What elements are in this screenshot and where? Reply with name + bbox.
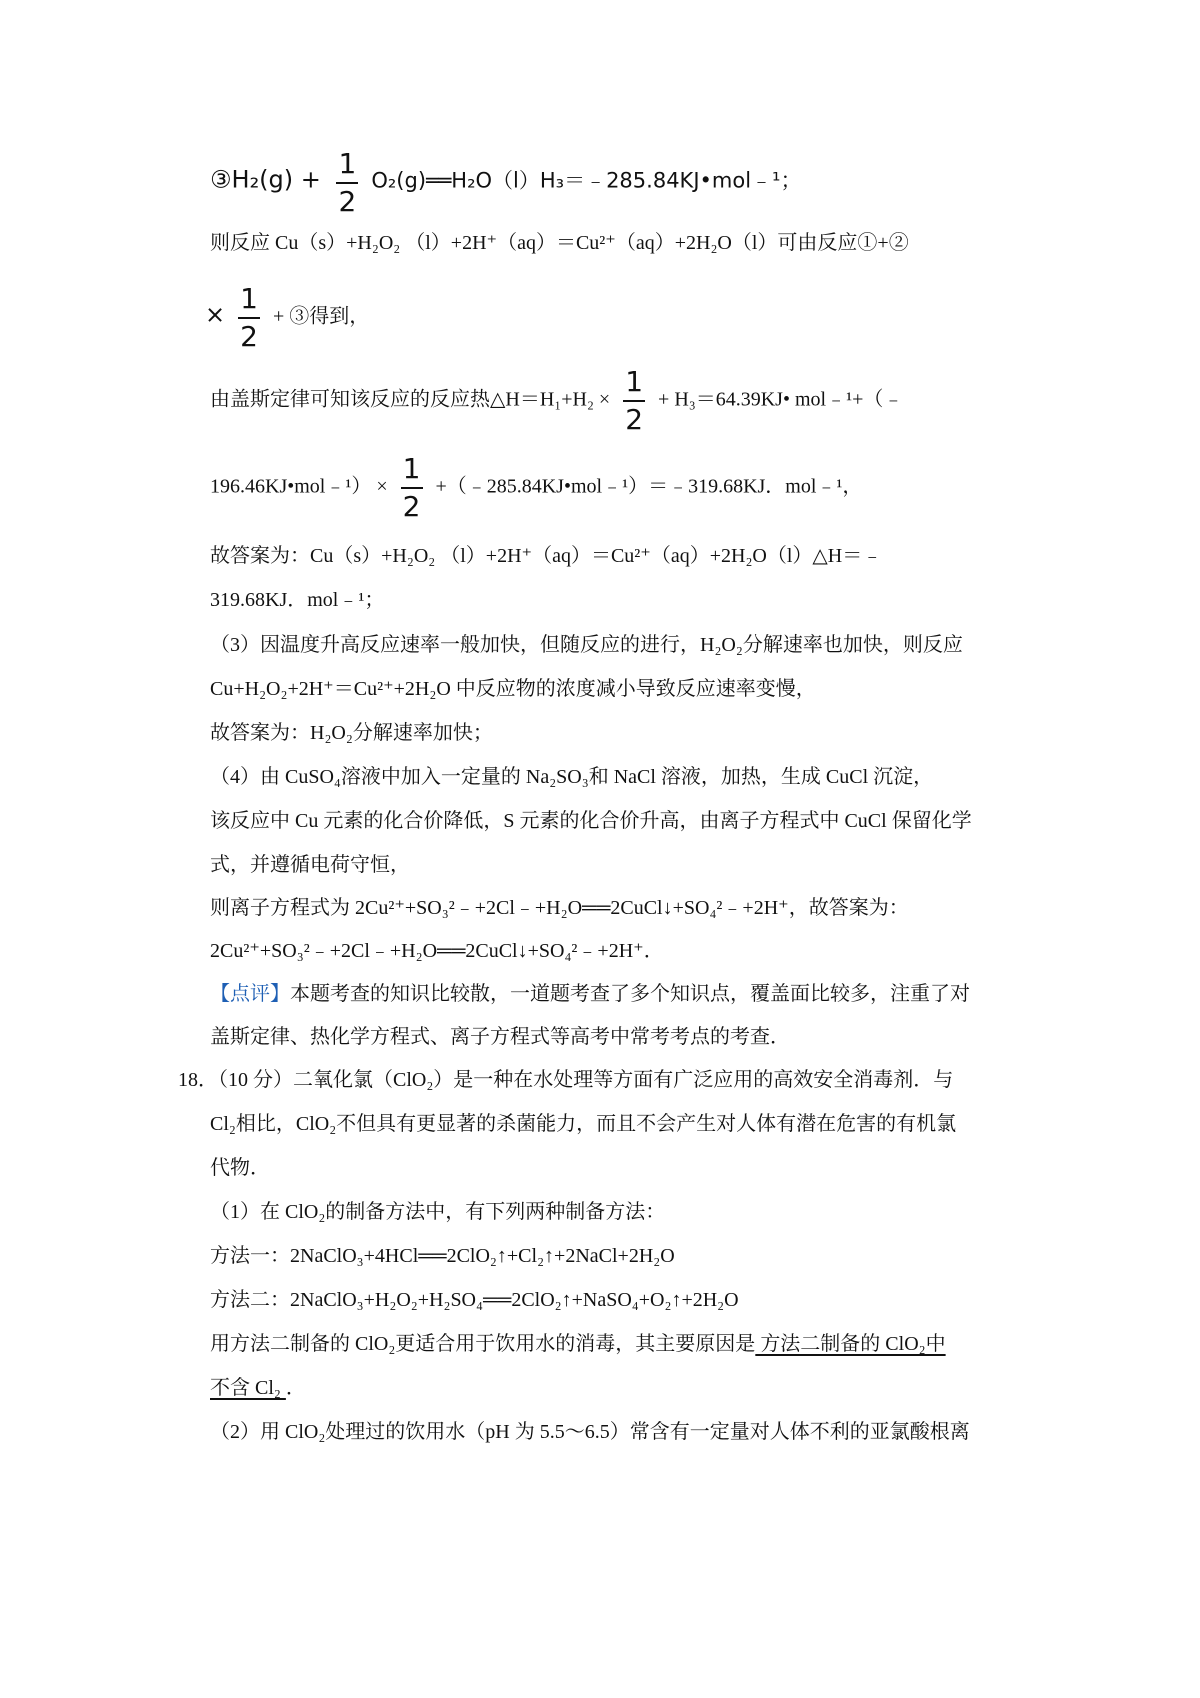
fraction-one-half — [399, 452, 425, 523]
fraction-denominator: 2 — [338, 185, 357, 218]
text-line: 319.68KJ．mol﹣¹； — [210, 589, 385, 611]
times-sign: × — [205, 300, 226, 329]
text-line: 2Cu²⁺+SO₃²﹣+2Cl﹣+H₂O══2CuCl↓+SO₄²﹣+2H⁺． — [210, 940, 664, 962]
equation-3-line — [210, 147, 1030, 218]
text-line: 式，并遵循电荷守恒， — [210, 854, 410, 876]
text-line: Cl₂相比，ClO₂不但具有更显著的杀菌能力，而且不会产生对人体有潜在危害的有机氯 — [210, 1113, 957, 1135]
text-fragment: ． — [285, 1377, 306, 1399]
fraction-numerator: 1 — [338, 147, 357, 180]
fraction-numerator: 1 — [402, 452, 421, 485]
answer-blank: 不含 Cl₂ — [210, 1377, 286, 1399]
fraction-one-half — [236, 282, 262, 353]
fraction-numerator: 1 — [625, 365, 644, 398]
text-fragment: 由盖斯定律可知该反应的反应热△H＝H₁+H₂ × — [210, 388, 611, 411]
text-fragment: 本题考查的知识比较散，一道题考查了多个知识点，覆盖面比较多，注重了对 — [290, 983, 970, 1005]
text-line: （4）由 CuSO₄溶液中加入一定量的 Na₂SO₃和 NaCl 溶液，加热，生成 CuCl 沉淀， — [210, 766, 934, 788]
text-fragment: 用方法二制备的 ClO₂更适合用于饮用水的消毒，其主要原因是 — [210, 1333, 756, 1355]
equation-combination-line — [205, 282, 1030, 353]
fraction-denominator: 2 — [402, 490, 421, 523]
fraction-one-half — [621, 365, 647, 436]
fraction-numerator: 1 — [240, 282, 258, 315]
question-18-heading: 18．（10 分）二氧化氯（ClO₂）是一种在水处理等方面有广泛应用的高效安全消毒剂．与 — [178, 1069, 954, 1091]
text-fragment: + ③得到， — [272, 305, 370, 328]
text-fragment: + H₃＝64.39KJ• mol﹣¹+（﹣ — [658, 388, 904, 411]
text-line: Cu+H₂O₂+2H⁺＝Cu²⁺+2H₂O 中反应物的浓度减小导致反应速率变慢， — [210, 678, 816, 700]
text-line: （1）在 ClO₂的制备方法中，有下列两种制备方法： — [210, 1201, 666, 1223]
answer-line — [210, 1378, 1030, 1398]
text-line: 故答案为：Cu（s）+H₂O₂ （l）+2H⁺（aq）＝Cu²⁺（aq）+2H₂O（l）△H＝﹣ — [210, 545, 883, 567]
equation-3-left: ③H₂(g) + — [210, 165, 329, 194]
text-line: 盖斯定律、热化学方程式、离子方程式等高考中常考考点的考查． — [210, 1026, 790, 1048]
text-line: 该反应中 Cu 元素的化合价降低，S 元素的化合价升高，由离子方程式中 CuCl 保留化学 — [210, 810, 972, 832]
answer-line — [210, 1334, 1030, 1354]
answer-blank: 方法二制备的 ClO₂中 — [755, 1333, 946, 1355]
text-fragment: +（﹣285.84KJ•mol﹣¹）＝﹣319.68KJ．mol﹣¹， — [435, 475, 863, 498]
comment-line — [210, 984, 1030, 1004]
fraction-one-half — [335, 147, 361, 218]
hess-law-line — [210, 365, 1030, 436]
fraction-denominator: 2 — [625, 403, 644, 436]
comment-tag: 【点评】 — [210, 983, 290, 1005]
text-line: 则反应 Cu（s）+H₂O₂ （l）+2H⁺（aq）＝Cu²⁺（aq）+2H₂O（l）可由反应①+② — [210, 232, 909, 254]
method-two-equation: 方法二：2NaClO₃+H₂O₂+H₂SO₄══2ClO₂↑+NaSO₄+O₂↑+2H₂O — [210, 1289, 739, 1311]
equation-3-right: O₂(g)══H₂O（l）H₃＝﹣285.84KJ•mol﹣¹； — [371, 168, 802, 193]
text-fragment: 196.46KJ•mol﹣¹） × — [210, 475, 388, 498]
fraction-denominator: 2 — [240, 320, 258, 353]
text-line: 代物． — [210, 1157, 270, 1179]
hess-law-result-line — [210, 452, 1030, 523]
text-line: 故答案为：H₂O₂分解速率加快； — [210, 722, 493, 744]
text-line: （2）用 ClO₂处理过的饮用水（pH 为 5.5～6.5）常含有一定量对人体不利的亚氯酸根离 — [210, 1421, 970, 1443]
text-line: 则离子方程式为 2Cu²⁺+SO₃²﹣+2Cl﹣+H₂O══2CuCl↓+SO₄²﹣+2H⁺，故答案为： — [210, 897, 909, 919]
text-line: （3）因温度升高反应速率一般加快，但随反应的进行，H₂O₂分解速率也加快，则反应 — [210, 634, 963, 656]
method-one-equation: 方法一：2NaClO₃+4HCl══2ClO₂↑+Cl₂↑+2NaCl+2H₂O — [210, 1245, 675, 1267]
